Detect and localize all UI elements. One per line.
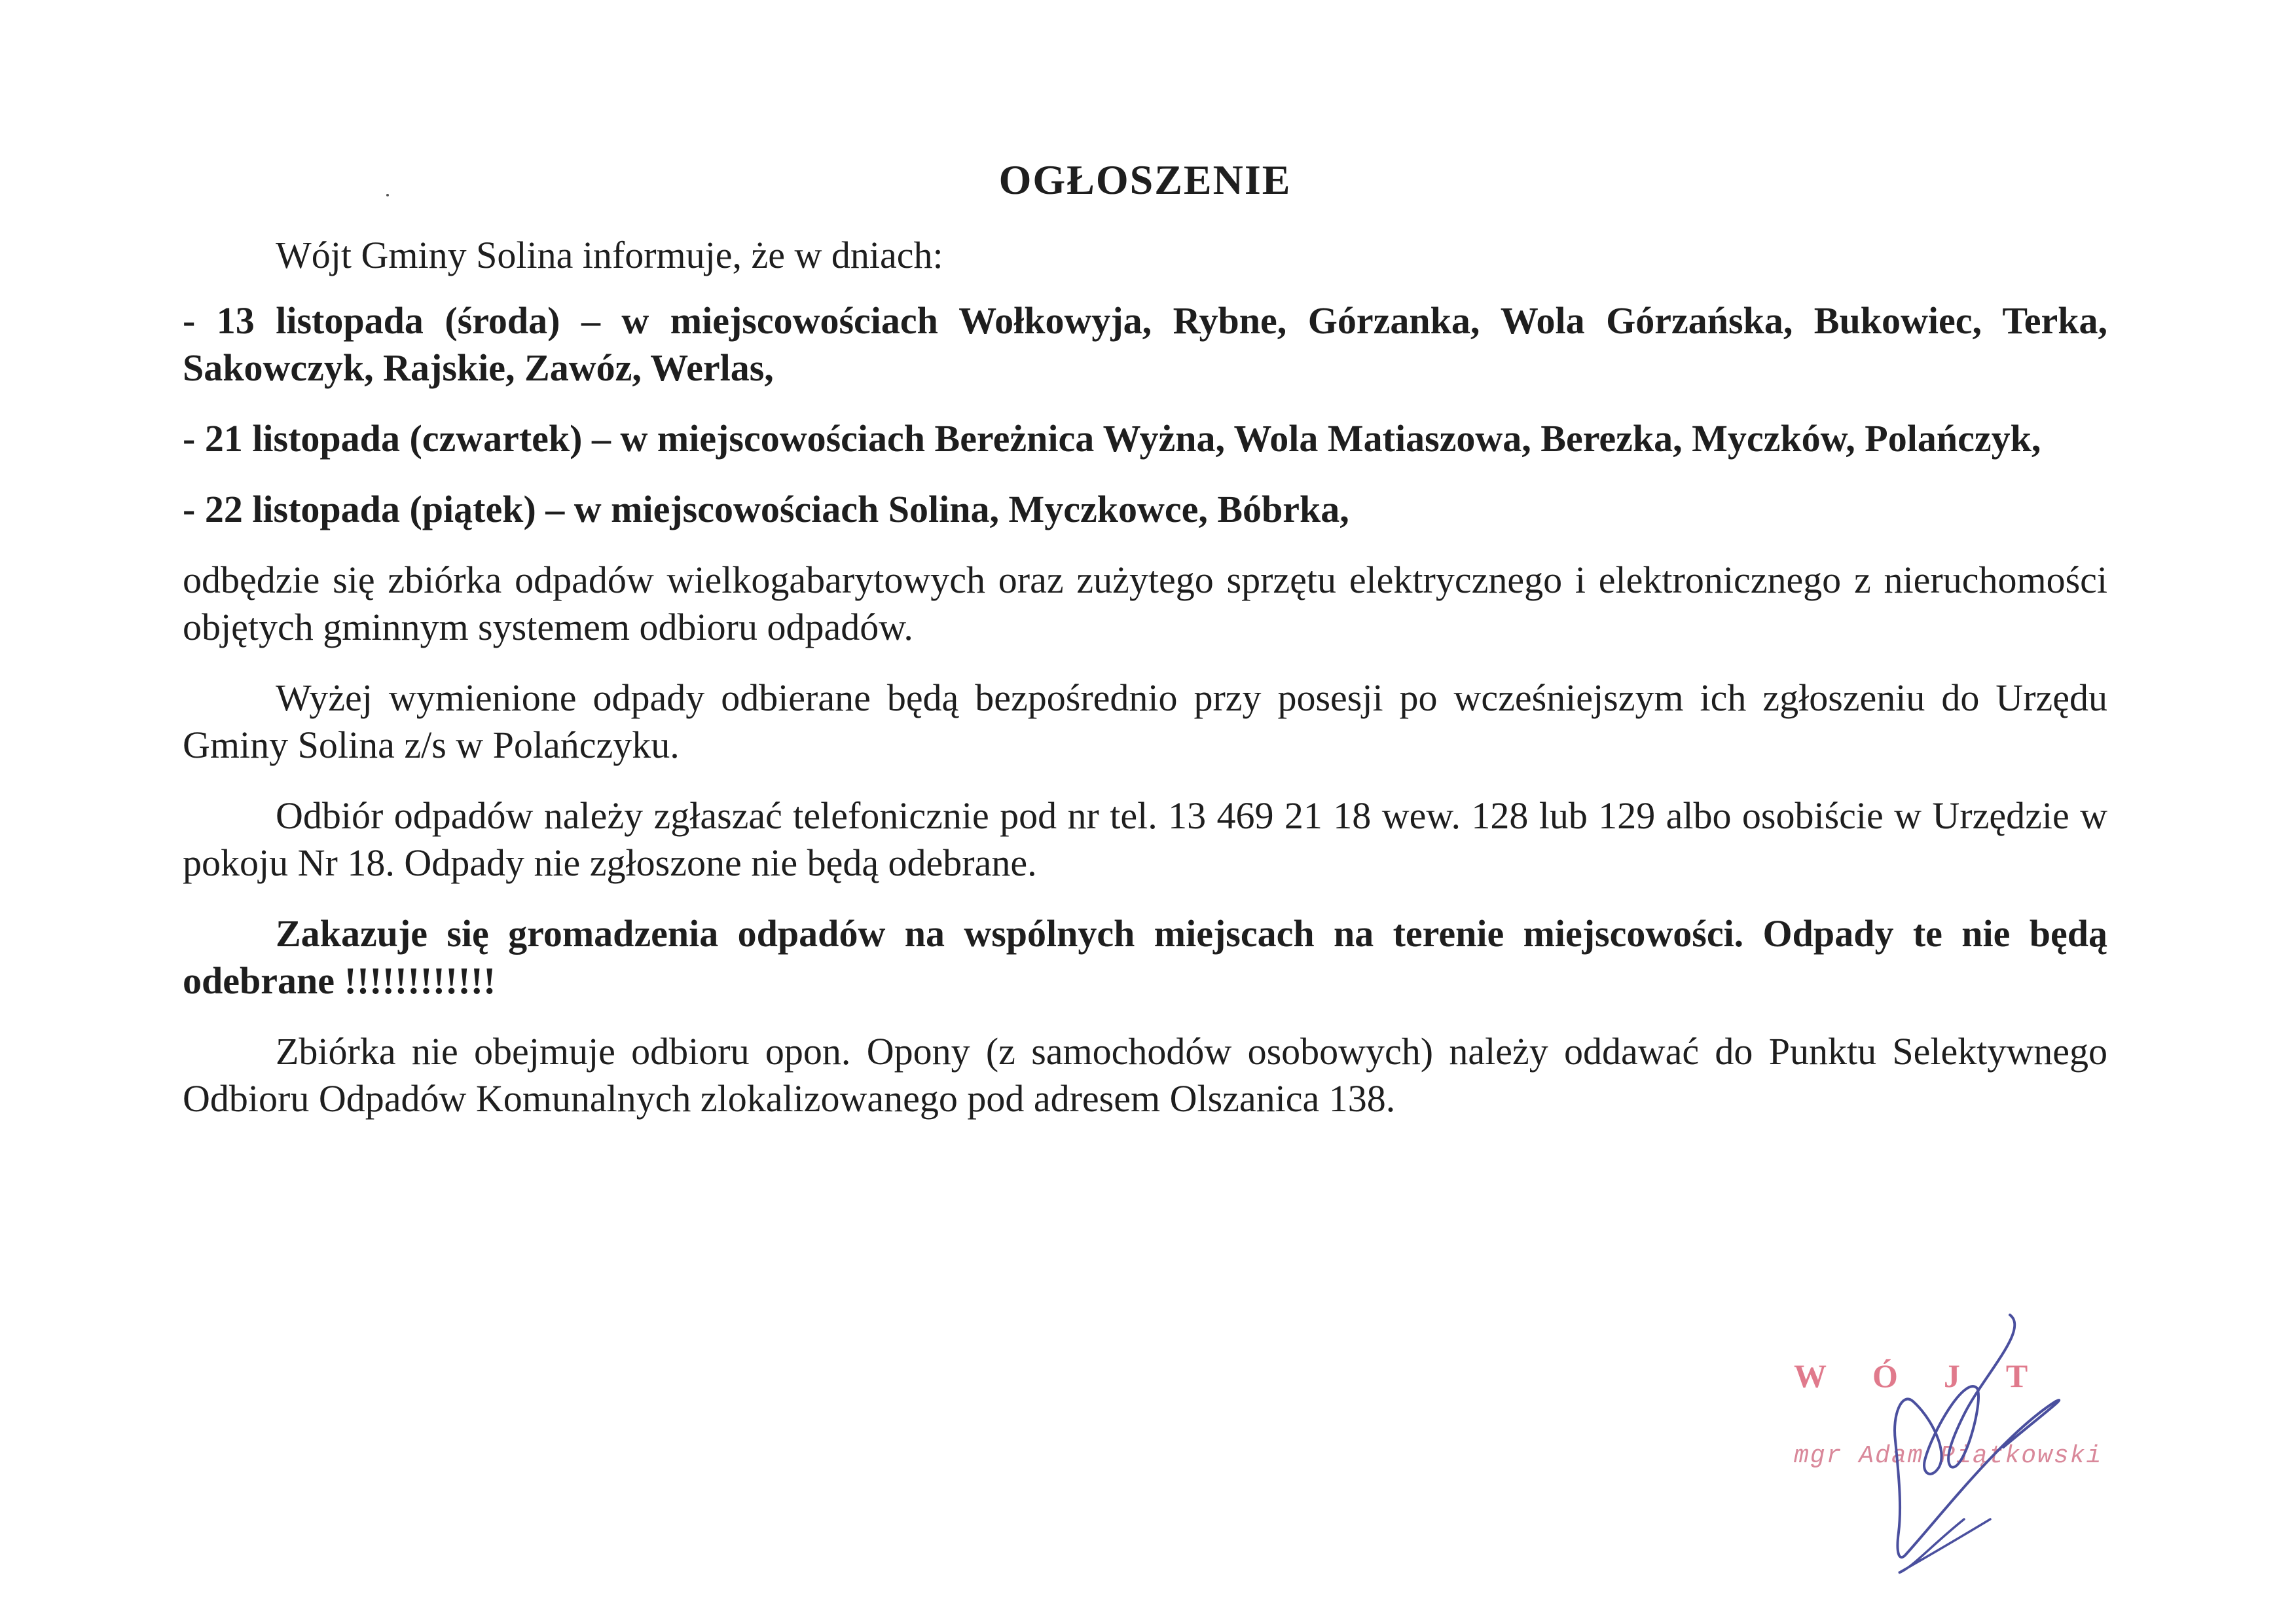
pickup-text: Wyżej wymienione odpady odbierane będą bezpośrednio przy posesji po wcześniejszym ich zgłoszeniu do Urzędu Gminy Solina z/s w Polańczyku. — [183, 676, 2107, 767]
schedule-item-22: - 22 listopada (piątek) – w miejscowościach Solina, Myczkowce, Bóbrka, — [183, 488, 1349, 531]
announcement-body — [183, 157, 2107, 1122]
stamp-title: WÓJT — [1794, 1357, 2074, 1394]
announcement-title: OGŁOSZENIE — [998, 157, 1292, 203]
tires-text: Zbiórka nie obejmuje odbioru opon. Opony (z samochodów osobowych) należy oddawać do Punktu Selektywnego Odbioru Odpadów Komunalnych zlokalizowanego pod adresem Olszanica 138. — [183, 1030, 2107, 1120]
official-stamp — [1768, 1303, 2121, 1578]
stamp-name: mgr Adam Piątkowski — [1794, 1442, 2103, 1470]
contact-text: Odbiór odpadów należy zgłaszać telefonicznie pod nr tel. 13 469 21 18 wew. 128 lub 129 albo osobiście w Urzędzie w pokoju Nr 18. Odpady nie zgłoszone nie będą odebrane. — [183, 794, 2107, 885]
warning-text: Zakazuje się gromadzenia odpadów na wspólnych miejscach na terenie miejscowości. Odpady te nie będą odebrane !!!!!!!!!!!! — [183, 912, 2107, 1003]
collection-text: odbędzie się zbiórka odpadów wielkogabarytowych oraz zużytego sprzętu elektrycznego i elektronicznego z nieruchomości objętych gminnym systemem odbioru odpadów. — [183, 559, 2107, 649]
schedule-item-21: - 21 listopada (czwartek) – w miejscowościach Bereżnica Wyżna, Wola Matiaszowa, Berezka, Myczków, Polańczyk, — [183, 417, 2041, 460]
intro-text: Wójt Gminy Solina informuje, że w dniach: — [276, 234, 943, 277]
schedule-item-13: - 13 listopada (środa) – w miejscowościach Wołkowyja, Rybne, Górzanka, Wola Górzańska, Bukowiec, Terka, Sakowczyk, Rajskie, Zawóz, Werlas, — [183, 299, 2107, 390]
handwritten-signature — [1768, 1303, 2121, 1578]
